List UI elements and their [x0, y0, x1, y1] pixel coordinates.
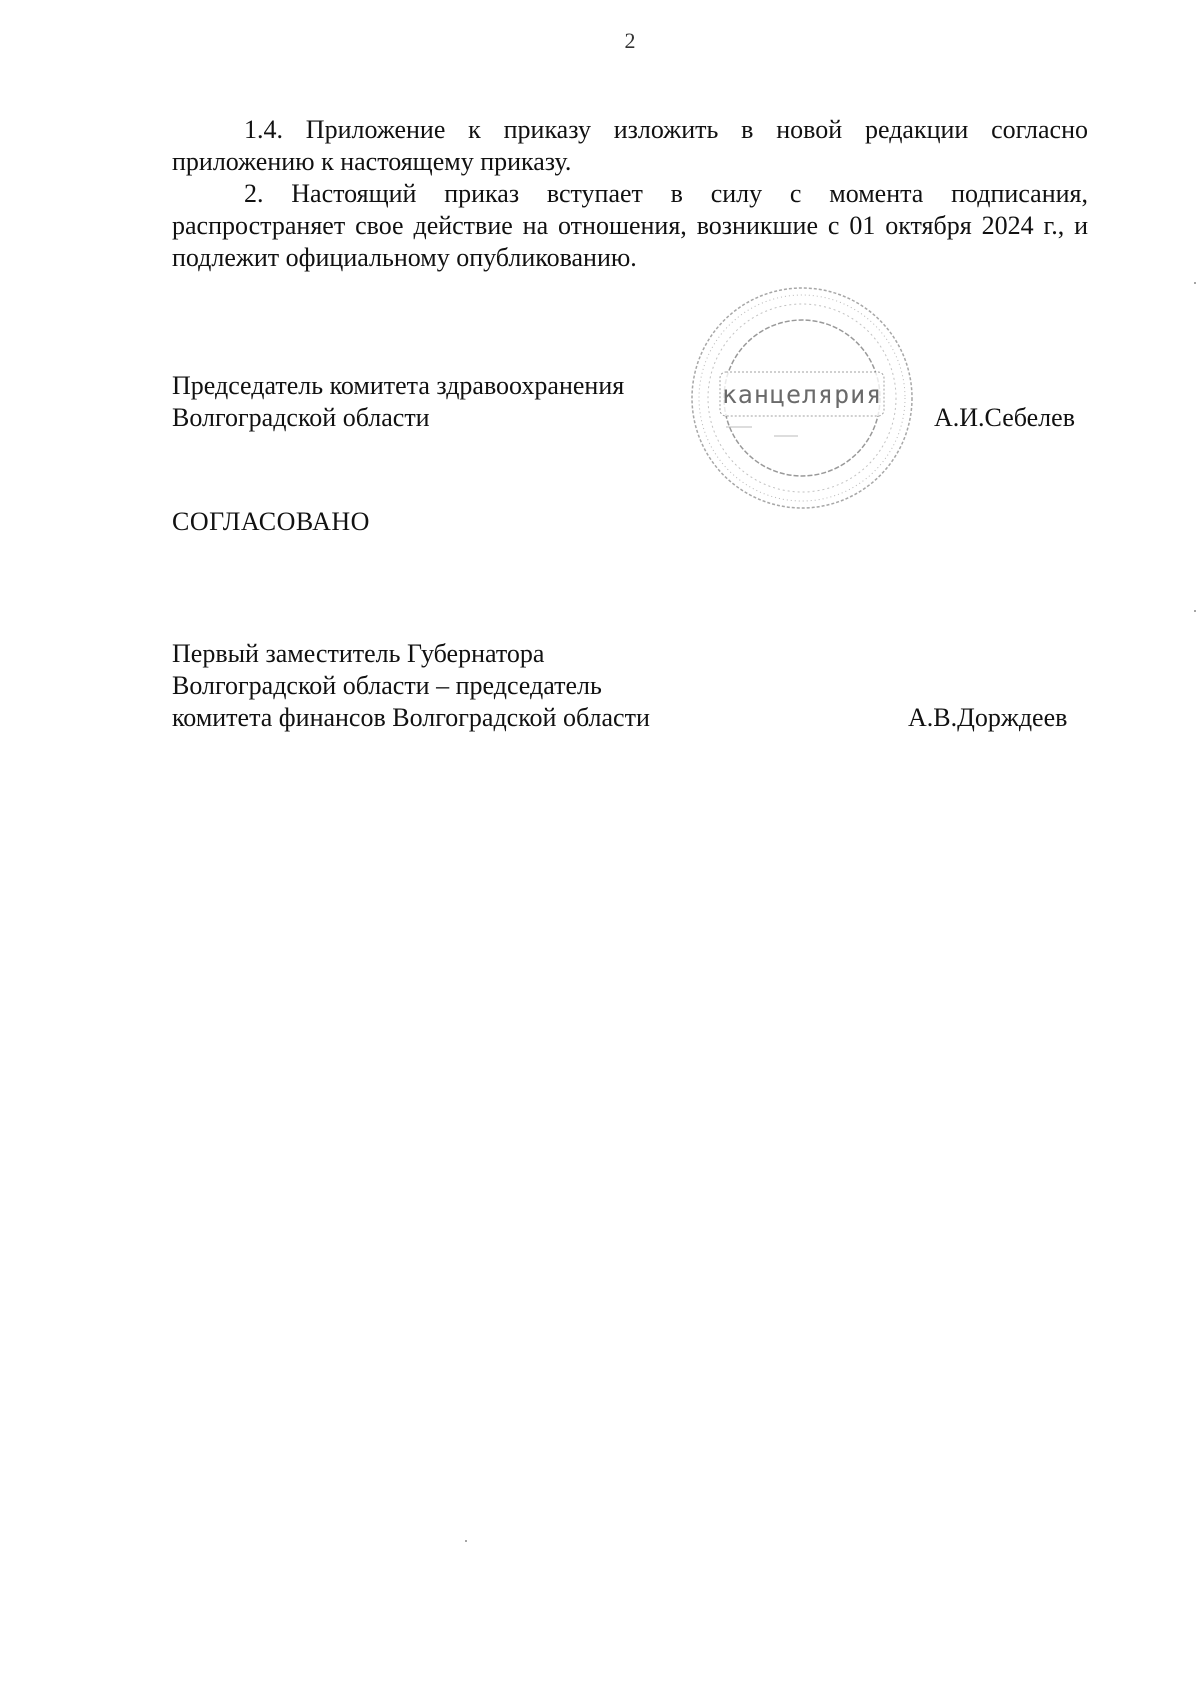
signatory-1-position-line-1: Председатель комитета здравоохранения	[172, 371, 625, 400]
scan-speck	[1194, 610, 1196, 612]
scan-speck	[1194, 282, 1196, 284]
signatory-2-position-line-1: Первый заместитель Губернатора	[172, 639, 545, 668]
signatory-2-position-line-2: Волгоградской области – председатель	[172, 671, 602, 700]
paragraph-1-text: 1.4. Приложение к приказу изложить в новой редакции согласно приложению к настоящему приказу.	[172, 115, 1088, 176]
paragraph-2-text: 2. Настоящий приказ вступает в силу с момента подписания, распространяет свое действие на отношения, возникшие с 01 октября 2024 г., и подлежит официальному опубликованию.	[172, 179, 1088, 272]
approval-label: СОГЛАСОВАНО	[172, 507, 370, 536]
signatory-1-position	[172, 370, 624, 434]
signatory-1-position-line-2: Волгоградской области	[172, 403, 430, 432]
office-stamp	[686, 282, 918, 514]
signatory-1-name: А.И.Себелев	[934, 403, 1075, 432]
signatory-2-position-line-3: комитета финансов Волгоградской области	[172, 703, 650, 732]
paragraph-2	[172, 178, 1088, 274]
stamp-text: канцелярия	[721, 380, 883, 409]
signatory-2-position	[172, 638, 650, 734]
signatory-2-name: А.В.Дорждеев	[908, 703, 1068, 732]
paragraph-1-4	[172, 114, 1088, 178]
page-number: 2	[624, 28, 636, 53]
scan-speck	[465, 1540, 467, 1542]
